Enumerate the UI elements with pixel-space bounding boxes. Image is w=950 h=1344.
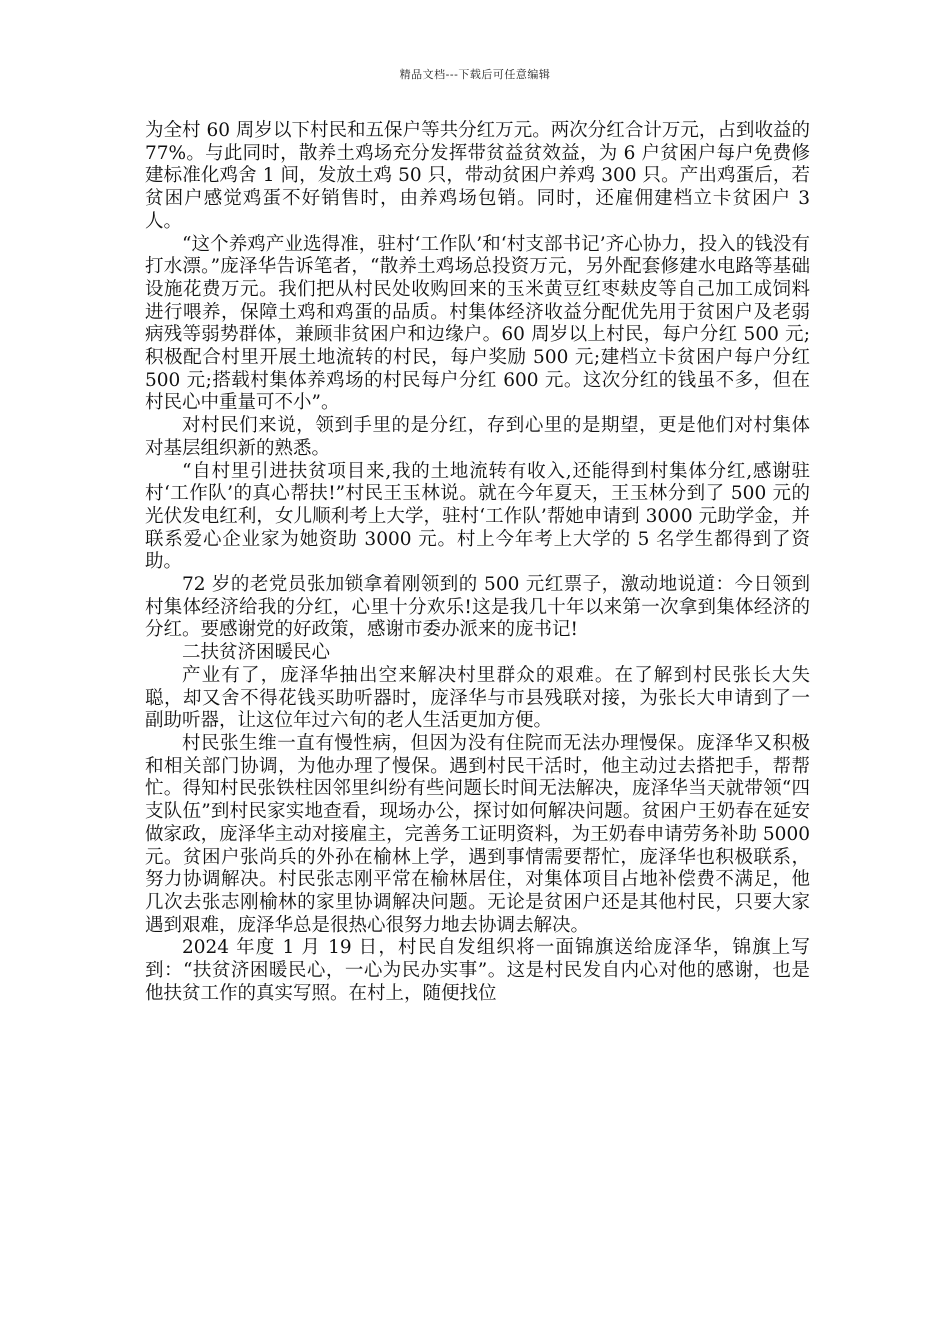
paragraph-zhang-jiasuo: 72 岁的老党员张加锁拿着刚领到的 500 元红票子，激动地说道：今日领到村集体经济给我的分红，心里十分欢乐!这是我几十年以来第一次拿到集体经济的分红。要感谢党的好政策，感谢市委办派来的庞书记! xyxy=(145,574,811,641)
paragraph-continued: 为全村 60 周岁以下村民和五保户等共分红万元。两次分红合计万元，占到收益的 77%。与此同时，散养土鸡场充分发挥带贫益贫效益，为 6 户贫困户每户免费修建标准化鸡舍 1 间，发放土鸡 50 只，带动贫困户养鸡 300 只。产出鸡蛋后，若贫困户感觉鸡蛋不好销售时，由养鸡场包销。同时，还雇佣建档立卡贫困户 3 人。 xyxy=(145,120,810,232)
paragraph-silk-banner: 2024 年度 1 月 19 日，村民自发组织将一面锦旗送给庞泽华，锦旗上写到：“扶贫济困暖民心，一心为民办实事”。这是村民发自内心对他的感谢，也是他扶贫工作的真实写照。在村上，随便找位 xyxy=(145,937,810,1004)
section-heading: 二扶贫济困暖民心 xyxy=(182,642,331,664)
paragraph-quote-pang: “这个养鸡产业选得准，驻村‘工作队’和‘村支部书记’齐心协力，投入的钱没有打水漂。”庞泽华告诉笔者，“散养土鸡场总投资万元，另外配套修建水电路等基础设施花费万元。我们把从村民处收购回来的玉米黄豆红枣麸皮等自己加工成饲料进行喂养，保障土鸡和鸡蛋的品质。村集体经济收益分配优先用于贫困户及老弱病残等弱势群体，兼顾非贫困户和边缘户。60 周岁以上村民，每户分红 500 元;积极配合村里开展土地流转的村民，每户奖励 500 元;建档立卡贫困户每户分红 500 元;搭载村集体养鸡场的村民每户分红 600 元。这次分红的钱虽不多，但在村民心中重量可不小”。 xyxy=(145,233,810,414)
paragraph-helping-villagers: 村民张生维一直有慢性病，但因为没有住院而无法办理慢保。庞泽华又积极和相关部门协调，为他办理了慢保。遇到村民干活时，他主动过去搭把手，帮帮忙。得知村民张铁柱因邻里纠纷有些问题长时间无法解决，庞泽华当天就带领“四支队伍”到村民家实地查看，现场办公，探讨如何解决问题。贫困户王奶春在延安做家政，庞泽华主动对接雇主，完善务工证明资料，为王奶春申请劳务补助 5000 元。贫困户张尚兵的外孙在榆林上学，遇到事情需要帮忙，庞泽华也积极联系，努力协调解决。村民张志刚平常在榆林居住，对集体项目占地补偿费不满足，他几次去张志刚榆林的家里协调解决问题。无论是贫困户还是其他村民，只要大家遇到艰难，庞泽华总是很热心很努力地去协调去解决。 xyxy=(145,732,810,936)
paragraph-hearing-aid: 产业有了，庞泽华抽出空来解决村里群众的艰难。在了解到村民张长大失聪，却又舍不得花钱买助听器时，庞泽华与市县残联对接，为张长大申请到了一副助听器，让这位年过六旬的老人生活更加方便。 xyxy=(145,664,810,732)
paragraph-wang-yulin: “自村里引进扶贫项目来,我的土地流转有收入,还能得到村集体分红,感谢驻村‘工作队’的真心帮扶!”村民王玉林说。就在今年夏天，王玉林分到了 500 元的光伏发电红利，女儿顺利考上大学，驻村‘工作队’帮她申请到 3000 元助学金，并联系爱心企业家为她资助 3000 元。村上今年考上大学的 5 名学生都得到了资助。 xyxy=(145,460,810,573)
paragraph-villagers-view: 对村民们来说，领到手里的是分红，存到心里的是期望，更是他们对村集体对基层组织新的熟悉。 xyxy=(145,415,810,459)
document-body xyxy=(145,120,810,1005)
page-header: 精品文档---下载后可任意编辑 xyxy=(399,68,551,81)
